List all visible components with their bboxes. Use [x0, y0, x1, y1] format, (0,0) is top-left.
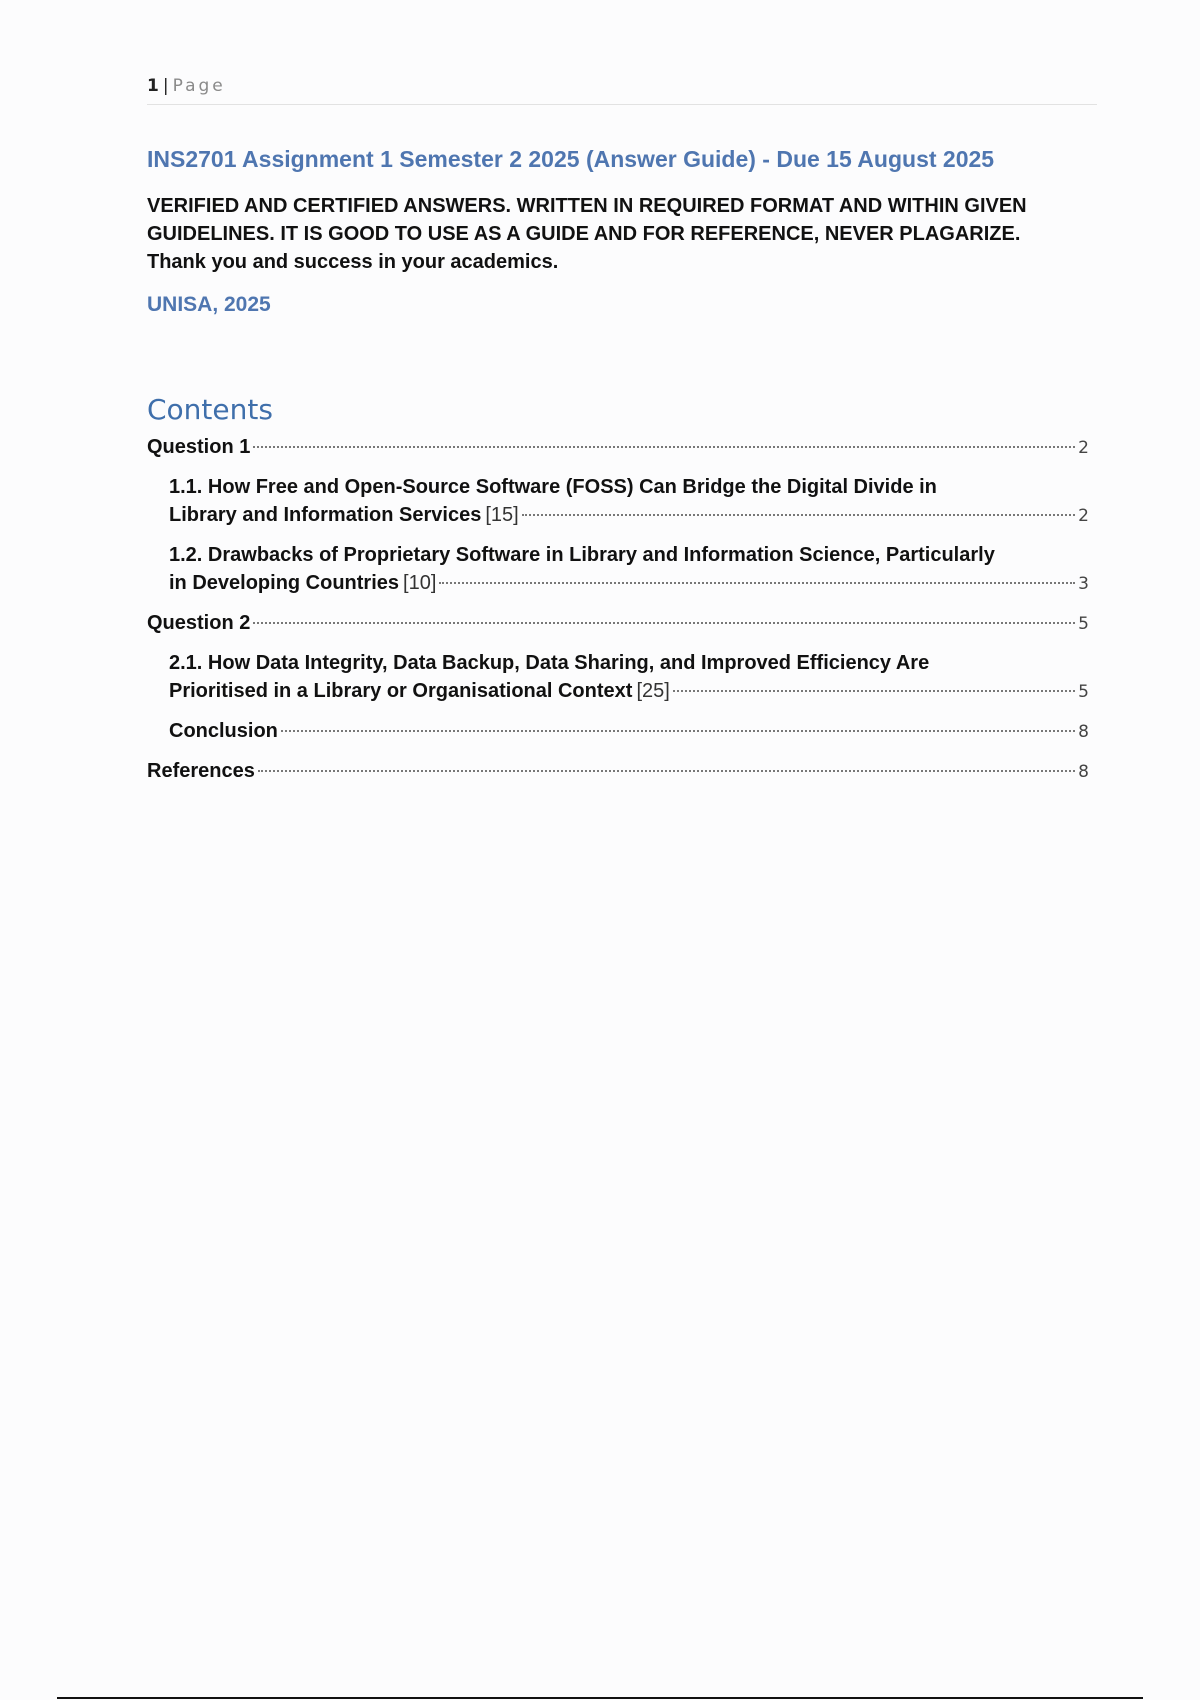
footer-rule [57, 1697, 1143, 1699]
toc-entry-references[interactable] [147, 757, 1089, 786]
toc-page-number: 8 [1078, 762, 1089, 782]
toc-entry-title-cont: Library and Information Services [169, 504, 482, 526]
toc-page-number: 2 [1078, 506, 1089, 526]
toc-leader [258, 770, 1075, 772]
toc-entry-question-2[interactable] [147, 609, 1089, 638]
toc-leader [439, 582, 1075, 584]
toc-leader [253, 446, 1075, 448]
toc-marks: [15] [485, 504, 519, 526]
contents-heading: Contents [147, 393, 273, 426]
toc-entry-title-cont: in Developing Countries [169, 572, 400, 594]
toc-entry-title: Conclusion [169, 720, 278, 742]
toc-page-number: 2 [1078, 438, 1089, 458]
toc-entry-1-2[interactable] [147, 541, 1089, 598]
toc-entry-title: 2.1. How Data Integrity, Data Backup, Data Sharing, and Improved Efficiency Are [169, 652, 930, 674]
toc-entry-title: Question 2 [147, 612, 251, 634]
toc-entry-title: Question 1 [147, 436, 251, 458]
toc-page-number: 8 [1078, 722, 1089, 742]
organization-line: UNISA, 2025 [147, 293, 271, 316]
toc-entry-title: References [147, 760, 255, 782]
document-title: INS2701 Assignment 1 Semester 2 2025 (Answer Guide) - Due 15 August 2025 [147, 146, 995, 172]
toc-entry-1-1[interactable] [147, 473, 1089, 530]
toc-marks: [10] [403, 572, 437, 594]
toc-entry-title: 1.2. Drawbacks of Proprietary Software in Library and Information Science, Particularly [169, 544, 995, 566]
intro-paragraph: VERIFIED AND CERTIFIED ANSWERS. WRITTEN IN REQUIRED FORMAT AND WITHIN GIVEN GUIDELINES. IT IS GOOD TO USE AS A GUIDE AND FOR REFERENCE, NEVER PLAGARIZE. Thank you and success in your academics. [147, 195, 1027, 273]
toc-page-number: 5 [1078, 614, 1089, 634]
toc-entry-title-cont: Prioritised in a Library or Organisational Context [169, 680, 633, 702]
toc-marks: [25] [636, 680, 670, 702]
toc-leader [281, 730, 1075, 732]
toc-entry-title: 1.1. How Free and Open-Source Software (FOSS) Can Bridge the Digital Divide in [169, 476, 937, 498]
toc-leader [522, 514, 1075, 516]
table-of-contents [147, 433, 1089, 786]
toc-leader [253, 622, 1075, 624]
page-header [147, 76, 1097, 105]
page-number: 1 [147, 76, 159, 96]
toc-entry-conclusion[interactable] [147, 717, 1089, 746]
toc-entry-2-1[interactable] [147, 649, 1089, 706]
toc-entry-question-1[interactable] [147, 433, 1089, 462]
toc-page-number: 5 [1078, 682, 1089, 702]
toc-leader [673, 690, 1075, 692]
header-separator: | [162, 76, 169, 96]
toc-page-number: 3 [1078, 574, 1089, 594]
page-label: Page [172, 76, 226, 96]
